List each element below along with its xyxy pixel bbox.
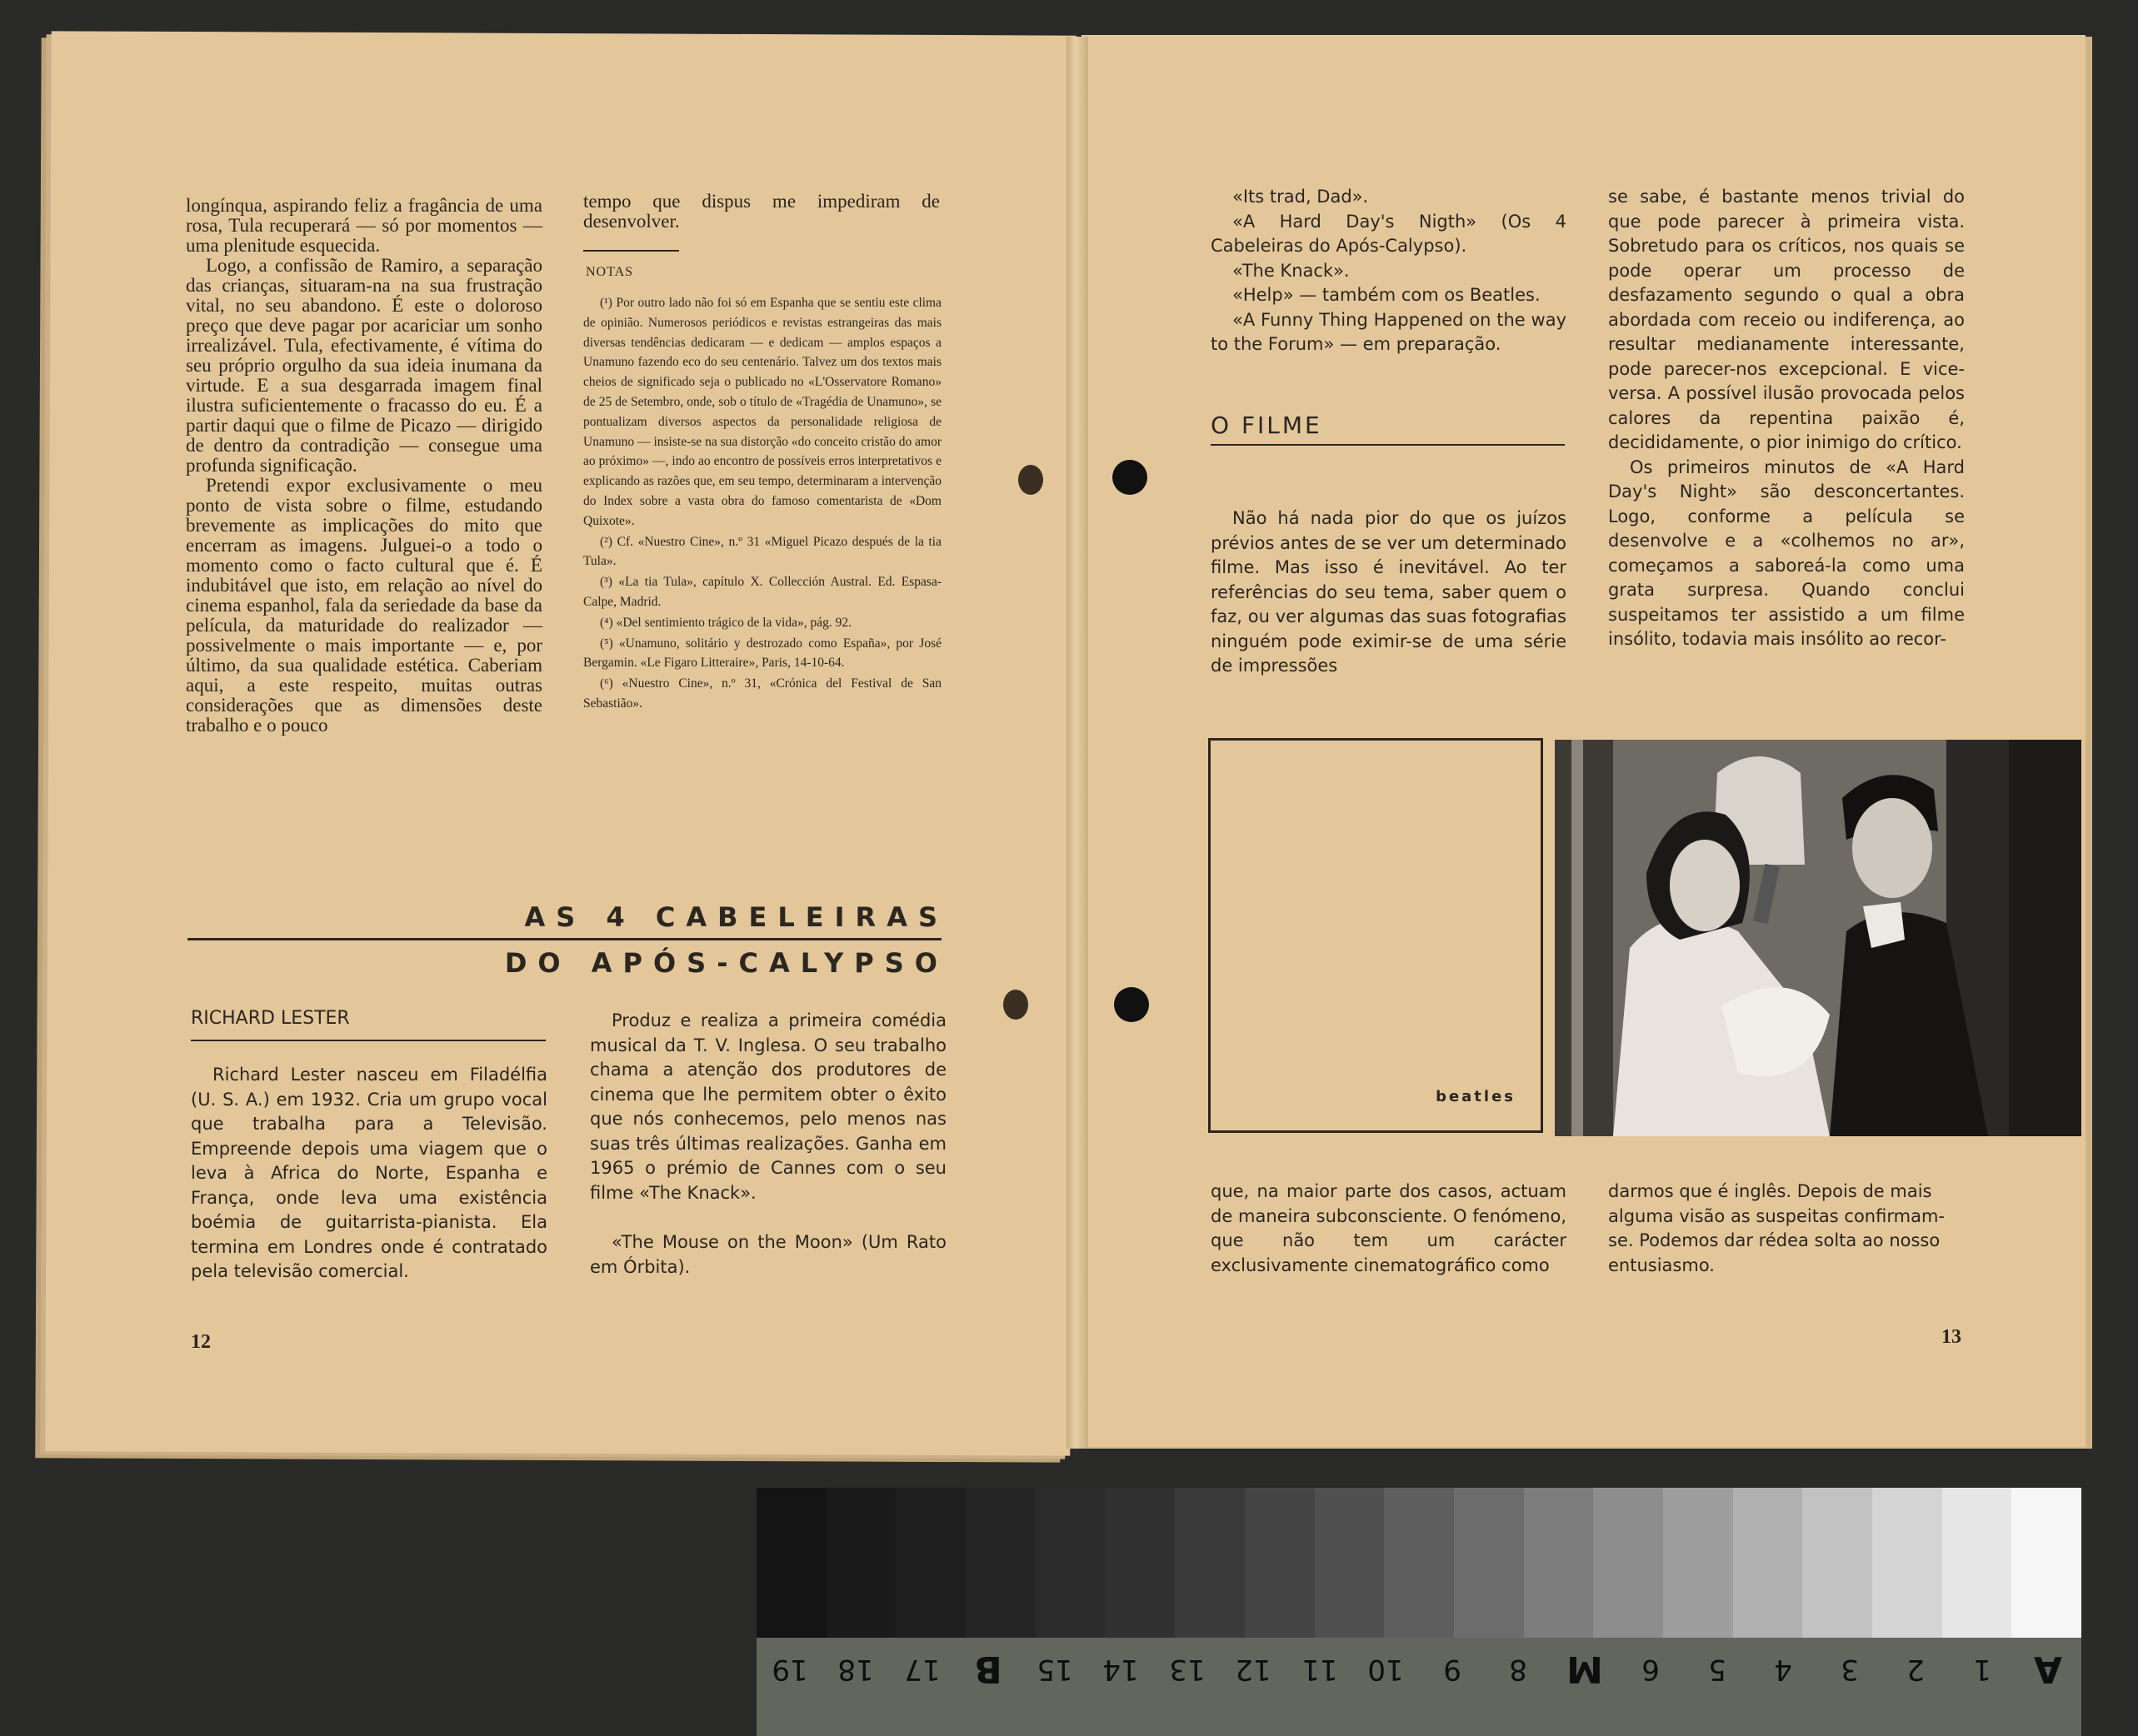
gray-patch bbox=[1524, 1488, 1594, 1638]
grayscale-calibration-strip bbox=[757, 1488, 2081, 1638]
scale-label: 17 bbox=[904, 1653, 941, 1686]
scale-label: 18 bbox=[837, 1653, 874, 1686]
scale-label: 5 bbox=[1707, 1653, 1726, 1686]
paragraph: longínqua, aspirando feliz a fragância de uma rosa, Tula recuperará — só por momentos — uma plenitude esquecida. bbox=[186, 195, 542, 256]
gray-patch bbox=[1802, 1488, 1872, 1638]
gray-patch bbox=[1942, 1488, 2012, 1638]
book-spine bbox=[1067, 37, 1088, 1449]
left-column-essay bbox=[186, 196, 542, 736]
scale-label: 4 bbox=[1774, 1653, 1793, 1686]
bottom-left-text bbox=[1211, 1180, 1566, 1278]
lester-bio bbox=[191, 1063, 547, 1285]
paragraph: que, na maior parte dos casos, actuam de maneira subconsciente. O fenómeno, que não tem um carácter exclusivamente cinematográfico como bbox=[1211, 1181, 1566, 1275]
scale-label: 15 bbox=[1037, 1653, 1073, 1686]
section-rule bbox=[1211, 444, 1565, 446]
section-rule bbox=[191, 1040, 546, 1041]
section-title-o-filme: O FILME bbox=[1211, 412, 1322, 439]
headline-line-2: DO APÓS-CALYPSO bbox=[504, 947, 948, 979]
binding-hole bbox=[1112, 460, 1147, 495]
scale-label: 12 bbox=[1235, 1653, 1271, 1686]
paragraph: Logo, a confissão de Ramiro, a separação das crianças, situaram-na na sua frustração vital, no seu abandono. É este o doloroso preço que deve pagar por acariciar um sonho irrealizável. Tula, efectivamente, é vítima do seu próprio orgulho da sua ideia inumana da virtude. E a sua desgarrada imagem final ilustra suficientemente o fracasso do eu. É a partir daqui que o filme de Picazo — dirigido de dentro da contradição — consegue uma profunda significação. bbox=[186, 255, 542, 476]
film-item: «A Funny Thing Happened on the way to the Forum» — em preparação. bbox=[1211, 309, 1566, 354]
film-item: «A Hard Day's Nigth» (Os 4 Cabeleiras do Após-Calypso). bbox=[1211, 211, 1566, 256]
bottom-right-text bbox=[1608, 1180, 1965, 1278]
paragraph: darmos que é inglês. Depois de mais alguma visão as suspeitas confirmam-se. Podemos dar rédea solta ao nosso entusiasmo. bbox=[1608, 1181, 1945, 1275]
paragraph: Não há nada pior do que os juízos prévios antes de se ver um determinado filme. Mas isso é inevitável. Ao ter referências do seu tema, saber quem o faz, ou ver algumas das suas fotografias ninguém pode eximir-se de uma série de impressões bbox=[1211, 508, 1566, 676]
scale-label: 11 bbox=[1301, 1653, 1338, 1686]
right-column-essay bbox=[1608, 185, 1965, 652]
gray-patch bbox=[1384, 1488, 1454, 1638]
gray-patch bbox=[1175, 1488, 1245, 1638]
gray-patch bbox=[757, 1488, 827, 1638]
footnote: (⁵) «Unamuno, solitário y destrozado como España», por José Bergamin. «Le Figaro Litteraire», Paris, 14-10-64. bbox=[583, 636, 942, 671]
footnote: (²) Cf. «Nuestro Cine», n.º 31 «Miguel Picazo después de la tia Tula». bbox=[583, 534, 942, 569]
film-item: «The Knack». bbox=[1232, 260, 1350, 281]
paragraph: «The Mouse on the Moon» (Um Rato em Órbita). bbox=[590, 1232, 947, 1277]
binding-hole bbox=[1114, 987, 1149, 1022]
torn-hole bbox=[1018, 465, 1043, 495]
notes-title: NOTAS bbox=[586, 265, 634, 279]
gray-patch bbox=[896, 1488, 966, 1638]
scale-label: M bbox=[1566, 1648, 1603, 1690]
notes-divider bbox=[583, 250, 679, 252]
scale-label: 8 bbox=[1509, 1653, 1528, 1686]
gray-patch bbox=[1105, 1488, 1175, 1638]
paragraph: se sabe, é bastante menos trivial do que pode parecer à primeira vista. Sobretudo para os críticos, nos quais se pode operar um processo de desfazamento segundo o qual a obra abordada com receio ou indiferença, ao resultar medianamente interessante, pode parecer-nos excepcional. E vice-versa. A possível ilusão provocada pelos calores da repentina paixão é, decididamente, o pior inimigo do crítico. bbox=[1608, 187, 1965, 452]
page-number-right: 13 bbox=[1941, 1326, 1961, 1348]
film-item: «Its trad, Dad». bbox=[1232, 187, 1369, 207]
footnote: (⁶) «Nuestro Cine», n.º 31, «Crónica del Festival de San Sebastião». bbox=[583, 676, 942, 711]
film-still-illustration bbox=[1555, 740, 2081, 1136]
gray-patch bbox=[1245, 1488, 1315, 1638]
scale-label: 13 bbox=[1169, 1653, 1206, 1686]
gray-patch bbox=[1036, 1488, 1106, 1638]
film-item: «Help» — também com os Beatles. bbox=[1232, 285, 1541, 305]
scale-label: 6 bbox=[1641, 1653, 1661, 1686]
gray-patch bbox=[1872, 1488, 1942, 1638]
scale-label: 10 bbox=[1367, 1653, 1404, 1686]
lester-career bbox=[590, 1009, 947, 1280]
torn-hole bbox=[1003, 990, 1028, 1020]
box-caption: beatles bbox=[1436, 1088, 1516, 1105]
scale-label: 2 bbox=[1906, 1653, 1926, 1686]
paragraph: Richard Lester nasceu em Filadélfia (U. S. A.) em 1932. Cria um grupo vocal que trabalha para a Televisão. Empreende depois uma viagem que o leva à Africa do Norte, Espanha e França, onde leva uma existência boémia de guitarrista-pianista. Ela termina em Londres onde é contratado pela televisão comercial. bbox=[191, 1065, 547, 1281]
gray-patch bbox=[1733, 1488, 1803, 1638]
footnotes bbox=[583, 293, 942, 715]
gray-patch bbox=[1663, 1488, 1733, 1638]
scale-label: 9 bbox=[1442, 1653, 1461, 1686]
paragraph: Pretendi expor exclusivamente o meu ponto de vista sobre o filme, estudando brevemente as implicações do mito que encerram as imagens. Julguei-o a todo o momento como o facto cultural que é. É indubitável que isto, em relação ao nível do cinema espanhol, fala da seriedade da base da película, da maturidade do realizador — possivelmente o mais importante — e, por último, da sua qualidade estética. Caberiam aqui, a este respeito, muitas outras considerações que as dimensões deste trabalho e o pouco bbox=[186, 475, 542, 736]
gray-patch bbox=[1454, 1488, 1524, 1638]
section-title-richard-lester: RICHARD LESTER bbox=[191, 1008, 350, 1029]
paragraph: Produz e realiza a primeira comédia musical da T. V. Inglesa. O seu trabalho chama a atenção dos produtores de cinema que lhe permitem obter o êxito que nós conhecemos, pelo menos nas suas três últimas realizações. Ganha em 1965 o prémio de Cannes com o seu filme «The Knack». bbox=[590, 1010, 947, 1203]
filmography-list bbox=[1211, 185, 1566, 357]
scale-label: A bbox=[2034, 1648, 2063, 1690]
footnote: (¹) Por outro lado não foi só em Espanha que se sentiu este clima de opinião. Numerosos periódicos e revistas estrangeiras das mais diversas tendências dedicaram — e dedicam — amplos espaços a Unamuno fazendo eco do seu centenário. Talvez um dos textos mais cheios de significado seja o publicado no «L'Osservatore Romano» de 25 de Setembro, onde, sob o título de «Tragédia de Unamuno», se pontualizam diversos aspectos da personalidade religiosa de Unamuno — insiste-se na sua distorção «do conceito cristão do amor ao próximo» —, indo ao encontro de possíveis erros interpretativos e explicando as razões que, em seu tempo, determinaram a intervenção do Index sobre a vasta obra do famoso comentarista de «Dom Quixote». bbox=[583, 296, 942, 528]
footnote: (⁴) «Del sentimiento trágico de la vida», pág. 92. bbox=[600, 615, 852, 630]
scale-label: 19 bbox=[772, 1653, 808, 1686]
headline-rule bbox=[187, 938, 942, 940]
filme-intro bbox=[1211, 506, 1566, 679]
film-still-photo bbox=[1555, 740, 2081, 1136]
gray-patch bbox=[1593, 1488, 1663, 1638]
gray-patch bbox=[966, 1488, 1036, 1638]
scale-label: B bbox=[974, 1648, 1003, 1690]
headline-line-1: AS 4 CABELEIRAS bbox=[524, 901, 948, 933]
gray-patch bbox=[2011, 1488, 2081, 1638]
scale-label: 3 bbox=[1840, 1653, 1859, 1686]
paragraph: Os primeiros minutos de «A Hard Day's Night» são desconcertantes. Logo, conforme a película se desenvolve e a «colhemos no ar», começamos a saboreá-la como uma grata surpresa. Quando conclui suspeitamos ter assistido a um filme insólito, todavia mais insólito ao recor- bbox=[1608, 456, 1965, 649]
gray-patch bbox=[1315, 1488, 1385, 1638]
footnote: (³) «La tia Tula», capítulo X. Collección Austral. Ed. Espasa-Calpe, Madrid. bbox=[583, 575, 942, 609]
scale-label: 1 bbox=[1972, 1653, 1991, 1686]
column-continuation: tempo que dispus me impediram de desenvolver. bbox=[583, 191, 940, 232]
page-number-left: 12 bbox=[191, 1331, 211, 1353]
scale-label: 14 bbox=[1102, 1653, 1139, 1686]
calibration-scale-ruler bbox=[757, 1638, 2081, 1736]
gray-patch bbox=[827, 1488, 897, 1638]
title-box bbox=[1208, 738, 1543, 1133]
